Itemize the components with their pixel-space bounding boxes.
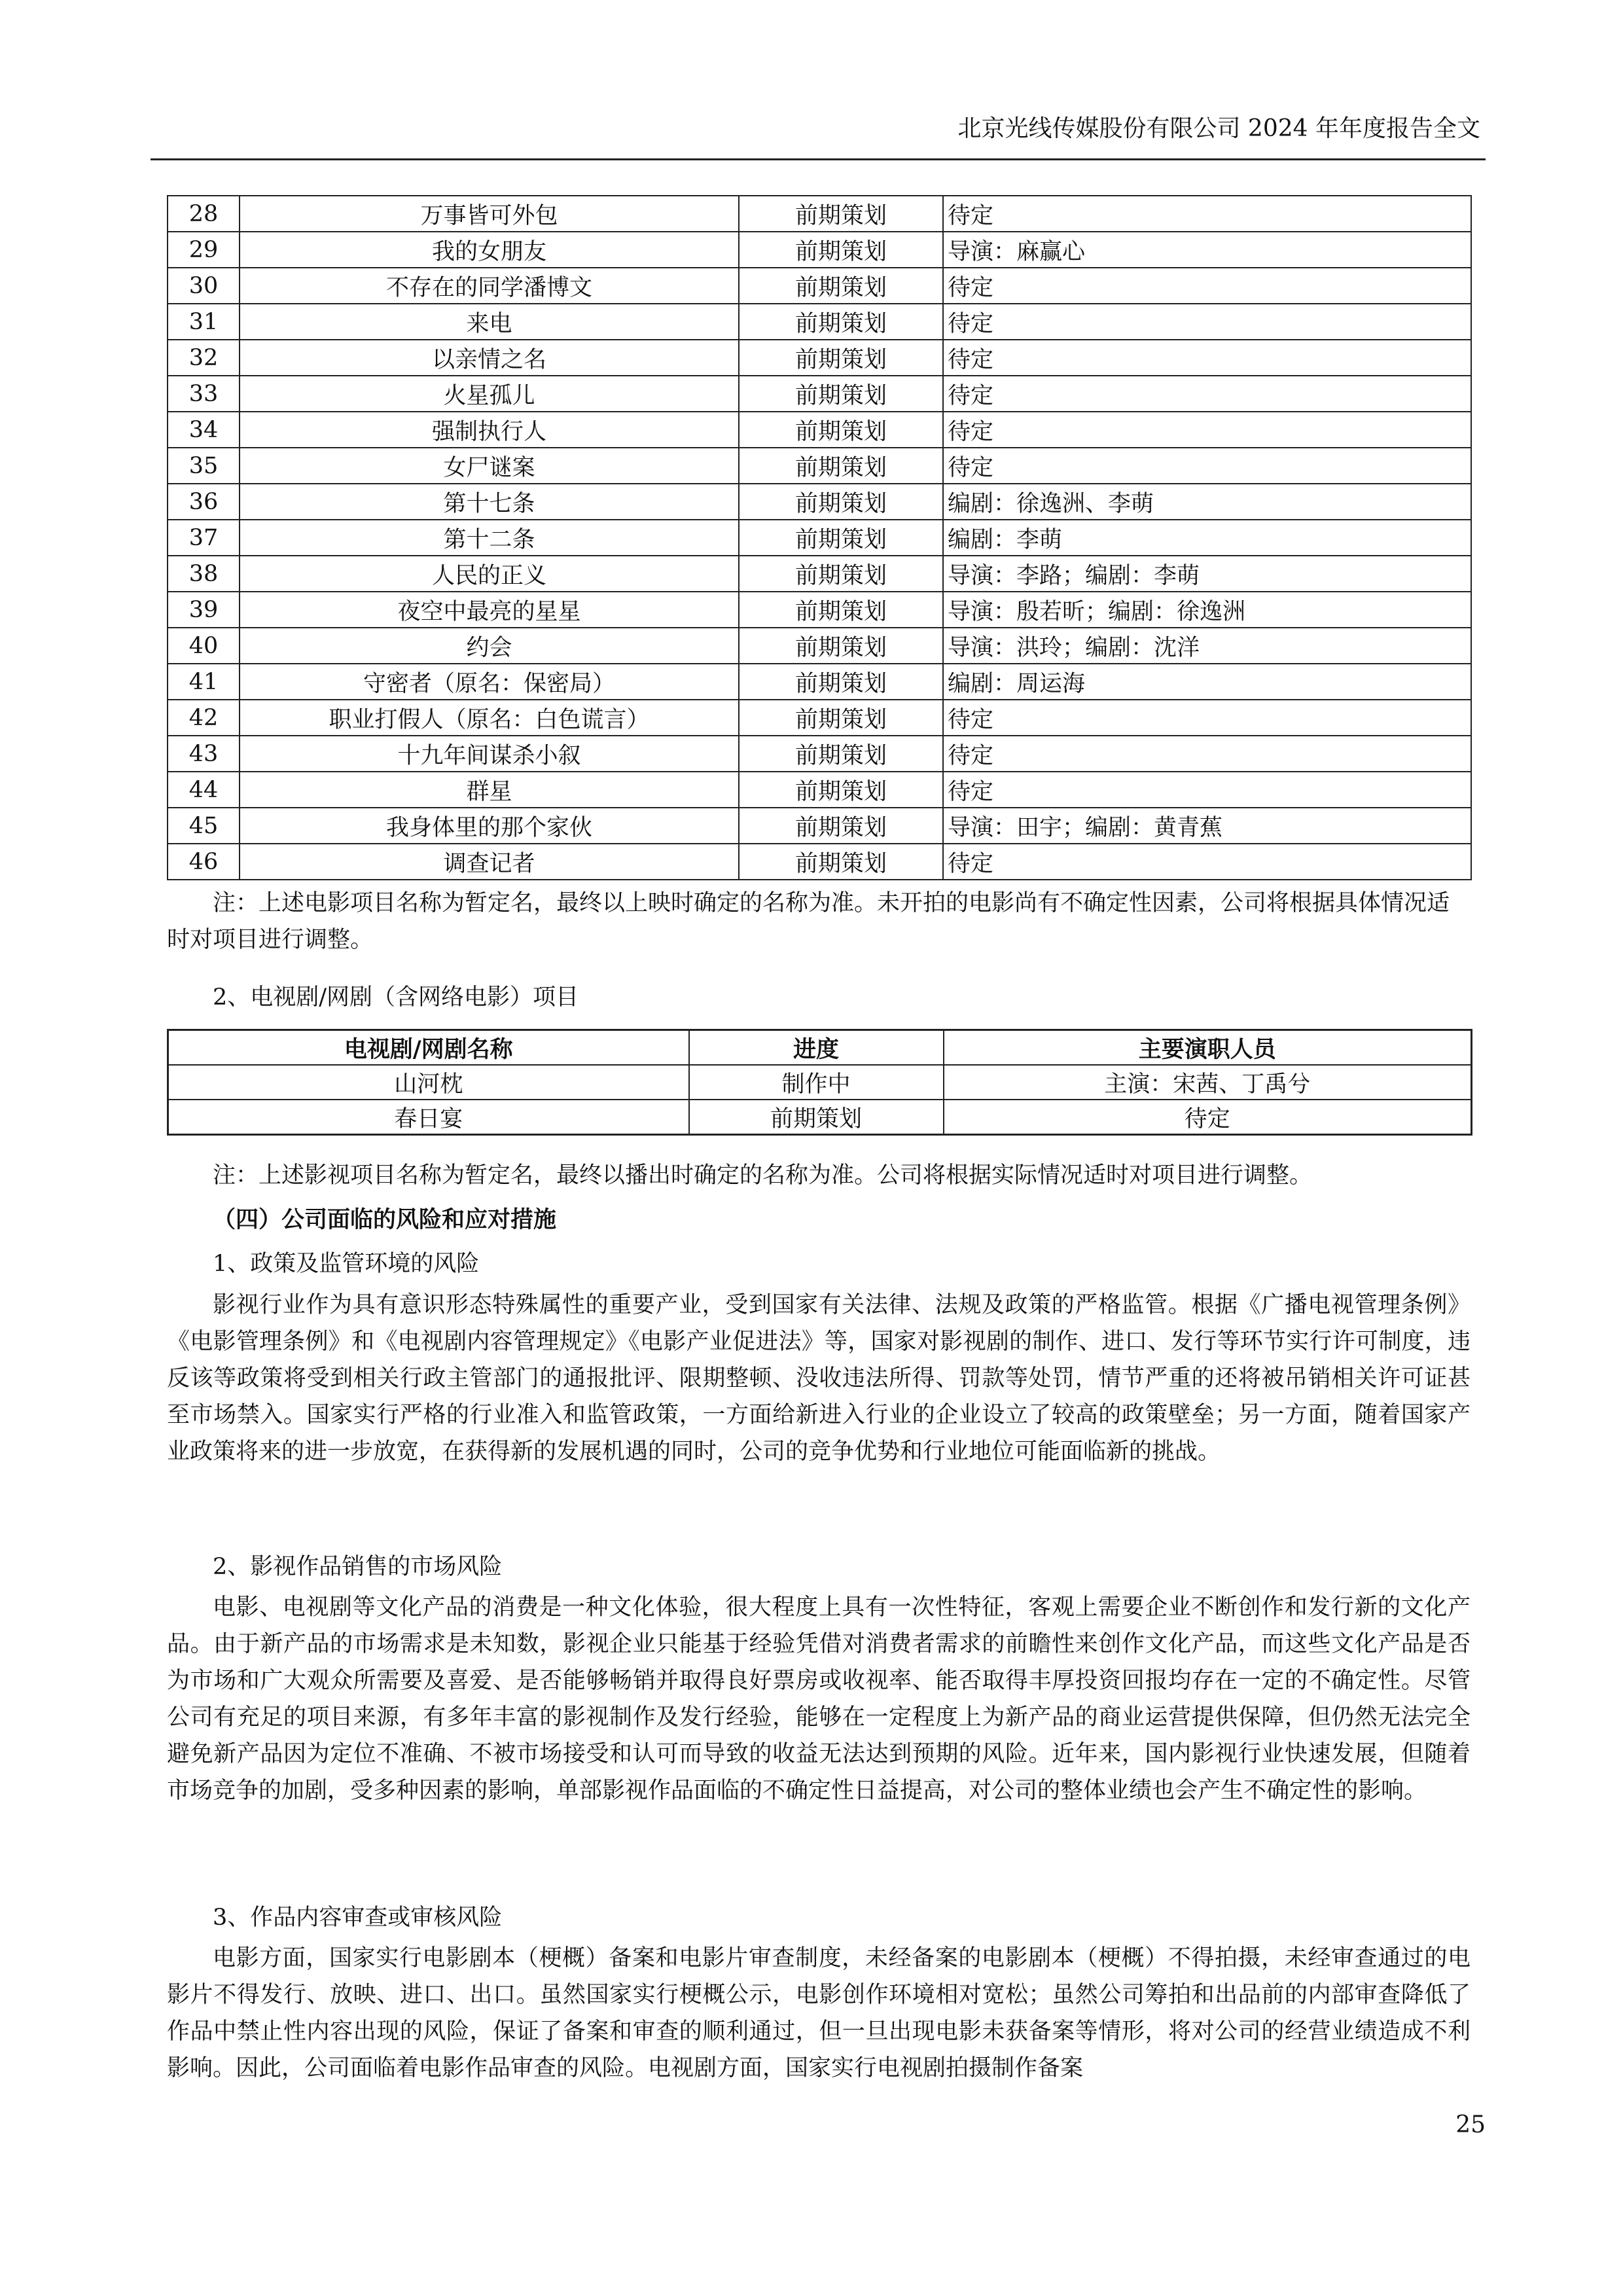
film-staff-cell: 待定 [943,196,1471,232]
page-header [151,111,1486,160]
film-no-cell: 39 [168,592,240,628]
table-row [168,700,1471,736]
film-no-cell: 32 [168,340,240,376]
film-status-cell: 前期策划 [739,520,943,556]
film-status-cell: 前期策划 [739,700,943,736]
film-staff-cell: 待定 [943,772,1471,808]
film-status-cell: 前期策划 [739,736,943,772]
film-name-cell: 第十七条 [240,484,739,520]
film-status-cell: 前期策划 [739,844,943,880]
film-name-cell: 夜空中最亮的星星 [240,592,739,628]
film-name-cell: 约会 [240,628,739,664]
table-row [168,844,1471,880]
film-status-cell: 前期策划 [739,592,943,628]
film-name-cell: 女尸谜案 [240,448,739,484]
table-row [168,268,1471,304]
film-staff-cell: 待定 [943,340,1471,376]
film-name-cell: 来电 [240,304,739,340]
tv-staff-cell: 待定 [944,1100,1472,1135]
risk-item2-title: 2、影视作品销售的市场风险 [213,1554,503,1580]
table-row [168,448,1471,484]
film-project-table [167,195,1472,880]
table-row [168,376,1471,412]
film-status-cell: 前期策划 [739,556,943,592]
film-staff-cell: 待定 [943,736,1471,772]
film-staff-cell: 待定 [943,376,1471,412]
film-staff-cell: 编剧：徐逸洲、李萌 [943,484,1471,520]
film-status-cell: 前期策划 [739,808,943,844]
film-no-cell: 36 [168,484,240,520]
film-staff-cell: 待定 [943,700,1471,736]
table-row [168,1065,1472,1100]
film-staff-cell: 待定 [943,412,1471,448]
film-table-body [168,196,1471,880]
film-no-cell: 34 [168,412,240,448]
film-no-cell: 31 [168,304,240,340]
film-name-cell: 我的女朋友 [240,232,739,268]
film-staff-cell: 待定 [943,304,1471,340]
film-no-cell: 40 [168,628,240,664]
film-table-note: 注：上述电影项目名称为暂定名，最终以上映时确定的名称为准。未开拍的电影尚有不确定性因素，公司将根据具体情况适时对项目进行调整。 [167,890,1450,953]
film-name-cell: 调查记者 [240,844,739,880]
film-staff-cell: 导演：田宇；编剧：黄青蕉 [943,808,1471,844]
header-title: 北京光线传媒股份有限公司 2024 年年度报告全文 [957,115,1480,142]
film-name-cell: 人民的正义 [240,556,739,592]
film-name-cell: 第十二条 [240,520,739,556]
table-row [168,808,1471,844]
risk-item1-title: 1、政策及监管环境的风险 [213,1251,480,1277]
table-row [168,592,1471,628]
film-name-cell: 不存在的同学潘博文 [240,268,739,304]
table-row [168,736,1471,772]
table-row [168,664,1471,700]
tv-status-cell: 前期策划 [689,1100,944,1135]
film-name-cell: 我身体里的那个家伙 [240,808,739,844]
table-row [168,304,1471,340]
film-no-cell: 35 [168,448,240,484]
film-status-cell: 前期策划 [739,628,943,664]
film-no-cell: 44 [168,772,240,808]
film-status-cell: 前期策划 [739,664,943,700]
film-status-cell: 前期策划 [739,412,943,448]
table-row [168,412,1471,448]
film-staff-cell: 导演：殷若昕；编剧：徐逸洲 [943,592,1471,628]
tv-status-cell: 制作中 [689,1065,944,1100]
film-staff-cell: 待定 [943,268,1471,304]
film-name-cell: 十九年间谋杀小叙 [240,736,739,772]
film-status-cell: 前期策划 [739,772,943,808]
table-row [168,772,1471,808]
film-no-cell: 38 [168,556,240,592]
film-name-cell: 守密者（原名：保密局） [240,664,739,700]
film-staff-cell: 编剧：李萌 [943,520,1471,556]
film-staff-cell: 导演：洪玲；编剧：沈洋 [943,628,1471,664]
table-row [168,520,1471,556]
film-staff-cell: 编剧：周运海 [943,664,1471,700]
film-name-cell: 以亲情之名 [240,340,739,376]
table-row [168,340,1471,376]
film-no-cell: 45 [168,808,240,844]
film-status-cell: 前期策划 [739,268,943,304]
tv-table-note: 注：上述影视项目名称为暂定名，最终以播出时确定的名称为准。公司将根据实际情况适时对项目进行调整。 [213,1162,1313,1189]
film-status-cell: 前期策划 [739,304,943,340]
film-status-cell: 前期策划 [739,448,943,484]
film-staff-cell: 导演：李路；编剧：李萌 [943,556,1471,592]
table-row [168,196,1471,232]
tv-table-header-row [168,1030,1472,1066]
tv-header-status: 进度 [689,1030,944,1066]
film-staff-cell: 待定 [943,844,1471,880]
risk-item3-title: 3、作品内容审查或审核风险 [213,1905,503,1931]
table-row [168,1100,1472,1135]
tv-header-name: 电视剧/网剧名称 [168,1030,689,1066]
film-no-cell: 29 [168,232,240,268]
tv-name-cell: 山河枕 [168,1065,689,1100]
risk-item2-body: 电影、电视剧等文化产品的消费是一种文化体验，很大程度上具有一次性特征，客观上需要企业不断创作和发行新的文化产品。由于新产品的市场需求是未知数，影视企业只能基于经验凭借对消费者需求的前瞻性来创作文化产品，而这些文化产品是否为市场和广大观众所需要及喜爱、是否能够畅销并取得良好票房或收视率、能否取得丰厚投资回报均存在一定的不确定性。尽管公司有充足的项目来源，有多年丰富的影视制作及发行经验，能够在一定程度上为新产品的商业运营提供保障，但仍然无法完全避免新产品因为定位不准确、不被市场接受和认可而导致的收益无法达到预期的风险。近年来，国内影视行业快速发展，但随着市场竞争的加剧，受多种因素的影响，单部影视作品面临的不确定性日益提高，对公司的整体业绩也会产生不确定性的影响。 [167,1594,1471,1804]
tv-section-title: 2、电视剧/网剧（含网络电影）项目 [213,984,579,1011]
risk-item3-body: 电影方面，国家实行电影剧本（梗概）备案和电影片审查制度，未经备案的电影剧本（梗概）不得拍摄，未经审查通过的电影片不得发行、放映、进口、出口。虽然国家实行梗概公示，电影创作环境相对宽松；虽然公司筹拍和出品前的内部审查降低了作品中禁止性内容出现的风险，保证了备案和审查的顺利通过，但一旦出现电影未获备案等情形，将对公司的经营业绩造成不利影响。因此，公司面临着电影作品审查的风险。电视剧方面，国家实行电视剧拍摄制作备案 [167,1945,1471,2081]
film-name-cell: 万事皆可外包 [240,196,739,232]
film-name-cell: 群星 [240,772,739,808]
film-no-cell: 33 [168,376,240,412]
film-status-cell: 前期策划 [739,484,943,520]
page-number: 25 [1455,2111,1486,2138]
risk-section-title: （四）公司面临的风险和应对措施 [213,1206,557,1233]
table-row [168,232,1471,268]
film-name-cell: 强制执行人 [240,412,739,448]
film-status-cell: 前期策划 [739,340,943,376]
tv-staff-cell: 主演：宋茜、丁禹兮 [944,1065,1472,1100]
table-row [168,628,1471,664]
film-no-cell: 37 [168,520,240,556]
tv-project-table [167,1029,1472,1136]
film-staff-cell: 导演：麻赢心 [943,232,1471,268]
film-status-cell: 前期策划 [739,232,943,268]
table-row [168,556,1471,592]
film-no-cell: 30 [168,268,240,304]
film-no-cell: 42 [168,700,240,736]
film-status-cell: 前期策划 [739,376,943,412]
film-staff-cell: 待定 [943,448,1471,484]
film-name-cell: 火星孤儿 [240,376,739,412]
film-no-cell: 46 [168,844,240,880]
film-no-cell: 28 [168,196,240,232]
table-row [168,484,1471,520]
tv-header-staff: 主要演职人员 [944,1030,1472,1066]
film-status-cell: 前期策划 [739,196,943,232]
film-no-cell: 41 [168,664,240,700]
tv-name-cell: 春日宴 [168,1100,689,1135]
film-no-cell: 43 [168,736,240,772]
risk-item1-body: 影视行业作为具有意识形态特殊属性的重要产业，受到国家有关法律、法规及政策的严格监管。根据《广播电视管理条例》《电影管理条例》和《电视剧内容管理规定》《电影产业促进法》等，国家对影视剧的制作、进口、发行等环节实行许可制度，违反该等政策将受到相关行政主管部门的通报批评、限期整顿、没收违法所得、罚款等处罚，情节严重的还将被吊销相关许可证甚至市场禁入。国家实行严格的行业准入和监管政策，一方面给新进入行业的企业设立了较高的政策壁垒；另一方面，随着国家产业政策将来的进一步放宽，在获得新的发展机遇的同时，公司的竞争优势和行业地位可能面临新的挑战。 [167,1292,1471,1465]
film-name-cell: 职业打假人（原名：白色谎言） [240,700,739,736]
